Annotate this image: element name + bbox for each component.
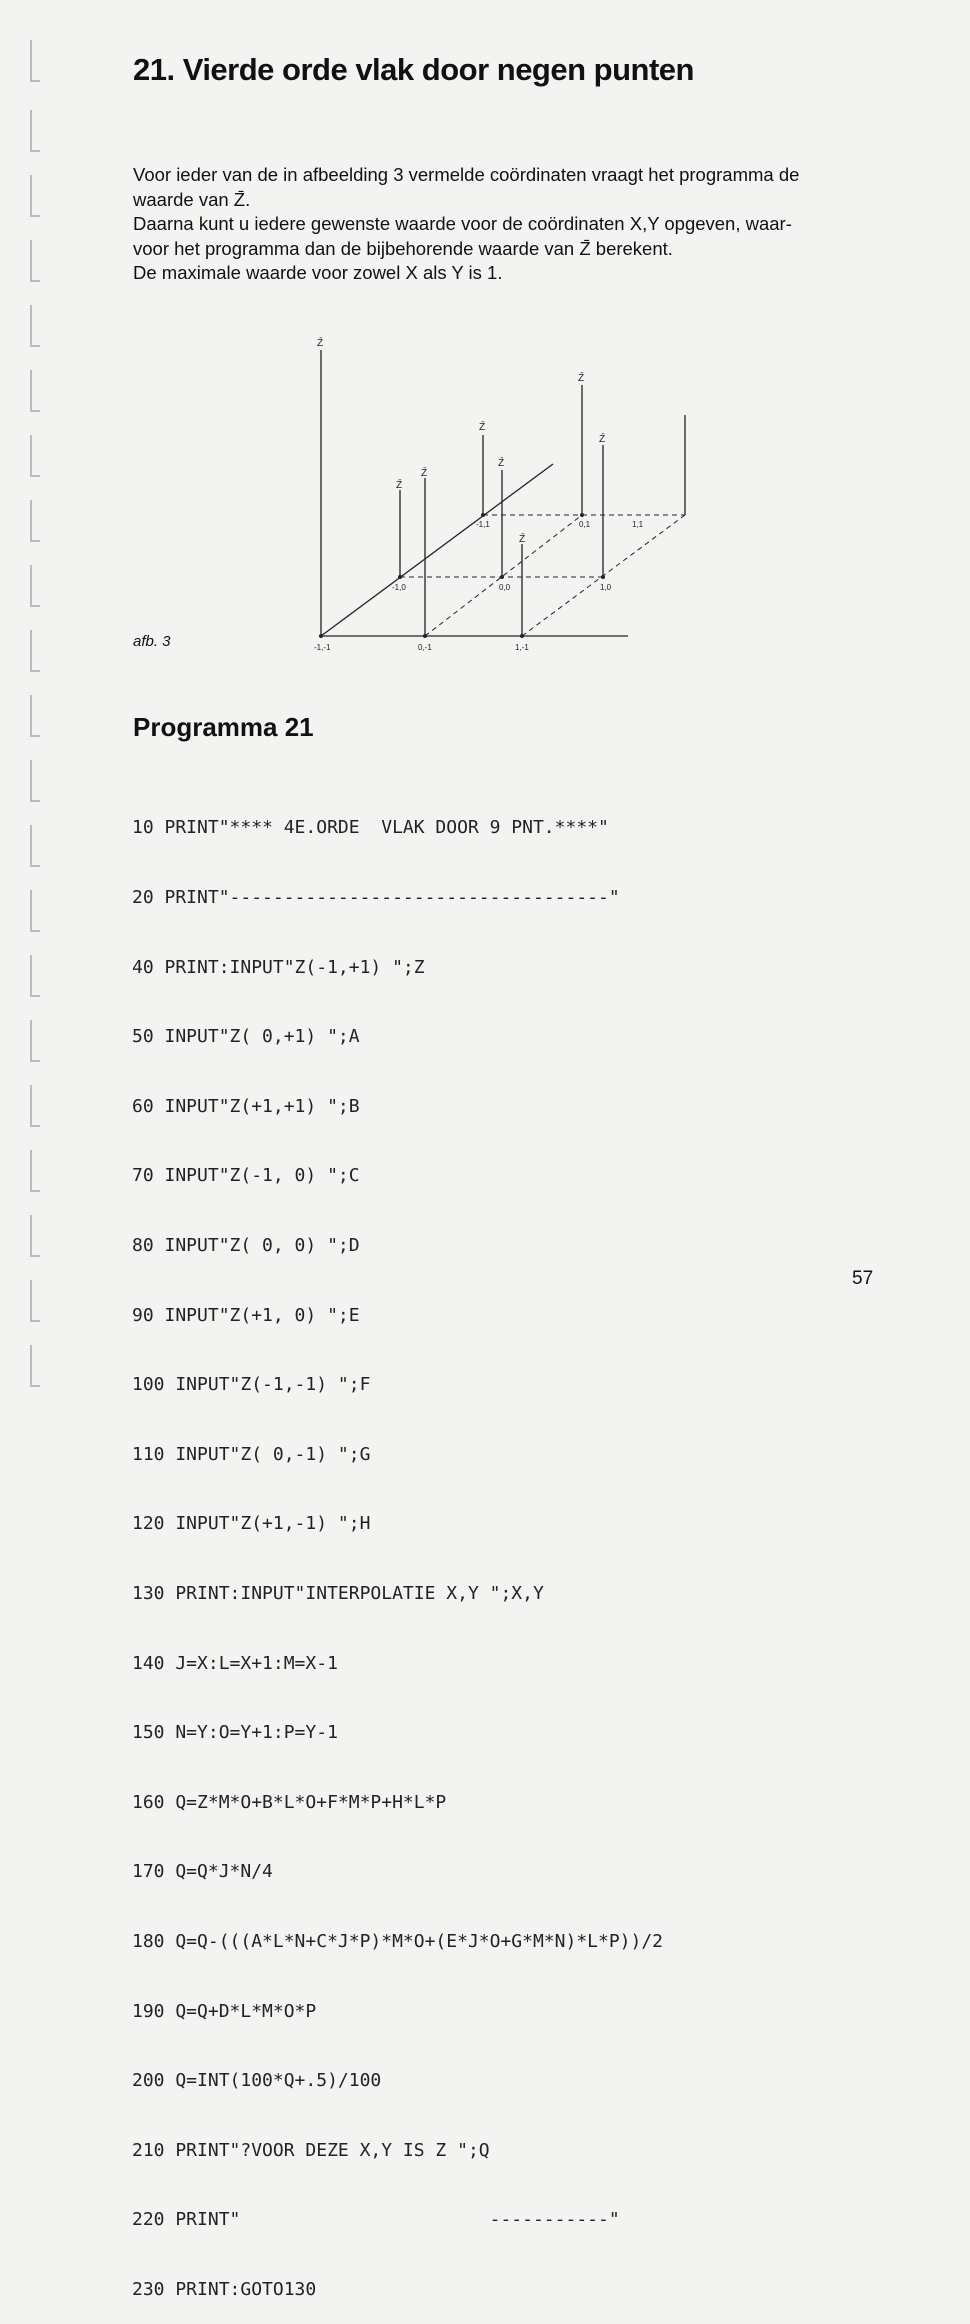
point-label: 0,0 [499,583,511,592]
code-line: 150 N=Y:O=Y+1:P=Y-1 [132,1722,338,1744]
z-label: Z̄ [519,534,526,545]
code-line: 140 J=X:L=X+1:M=X-1 [132,1652,338,1674]
code-line: 180 Q=Q-(((A*L*N+C*J*P)*M*O+(E*J*O+G*M*N)*L*P))/2 [132,1930,664,1952]
z-label: Z̄ [421,468,428,479]
code-line: 200 Q=INT(100*Q+.5)/100 [132,2070,382,2092]
code-line: 40 PRINT:INPUT"Z(-1,+1) ";Z [132,956,425,978]
z-label: Z̄ [396,480,403,491]
program-listing [132,770,663,2324]
dashed-grid-line [425,515,582,636]
intro-line: De maximale waarde voor zowel X als Y is 1. [133,262,503,283]
intro-line: Voor ieder van de in afbeelding 3 vermelde coördinaten vraagt het programma de [133,164,800,185]
code-line: 100 INPUT"Z(-1,-1) ";F [132,1374,371,1396]
code-line: 70 INPUT"Z(-1, 0) ";C [132,1165,360,1187]
code-line: 10 PRINT"**** 4E.ORDE VLAK DOOR 9 PNT.****" [132,817,609,839]
code-line: 110 INPUT"Z( 0,-1) ";G [132,1443,371,1465]
intro-line: Daarna kunt u iedere gewenste waarde voor de coördinaten X,Y opgeven, waar- [133,213,792,234]
page-number: 57 [852,1268,874,1289]
code-line: 80 INPUT"Z( 0, 0) ";D [132,1234,360,1256]
intro-line: waarde van Z̄. [133,188,251,210]
section-title: Programma 21 [133,712,314,742]
point-label: 1,-1 [515,643,529,652]
code-line: 50 INPUT"Z( 0,+1) ";A [132,1026,360,1048]
z-label: Z̄ [317,338,324,349]
z-label: Z̄ [599,434,606,445]
grid-figure [300,330,644,660]
diagonal-axis-line [321,464,553,636]
point-label: -1,1 [476,520,490,529]
code-line: 220 PRINT" -----------" [132,2209,620,2231]
point-label: 1,0 [600,583,612,592]
z-label: Z̄ [578,373,585,384]
figure-caption: afb. 3 [133,633,171,650]
z-label: Z̄ [479,422,486,433]
code-line: 190 Q=Q+D*L*M*O*P [132,2000,317,2022]
code-line: 230 PRINT:GOTO130 [132,2278,317,2300]
point-label: -1,0 [392,583,406,592]
code-line: 160 Q=Z*M*O+B*L*O+F*M*P+H*L*P [132,1791,447,1813]
point-label: -1,-1 [314,643,331,652]
z-label: Z̄ [498,458,505,469]
code-line: 60 INPUT"Z(+1,+1) ";B [132,1095,360,1117]
code-line: 170 Q=Q*J*N/4 [132,1861,273,1883]
page-title: 21. Vierde orde vlak door negen punten [133,52,694,87]
code-line: 210 PRINT"?VOOR DEZE X,Y IS Z ";Q [132,2139,490,2161]
code-line: 120 INPUT"Z(+1,-1) ";H [132,1513,371,1535]
binding-rings [0,0,50,1427]
code-line: 20 PRINT"-----------------------------------" [132,887,620,908]
point-label: 0,-1 [418,643,432,652]
code-line: 90 INPUT"Z(+1, 0) ";E [132,1304,360,1326]
point-label: 1,1 [632,520,644,529]
intro-line: voor het programma dan de bijbehorende waarde van Z̄ berekent. [133,237,673,259]
intro-text [133,163,893,286]
code-line: 130 PRINT:INPUT"INTERPOLATIE X,Y ";X,Y [132,1582,544,1604]
point-label: 0,1 [579,520,591,529]
